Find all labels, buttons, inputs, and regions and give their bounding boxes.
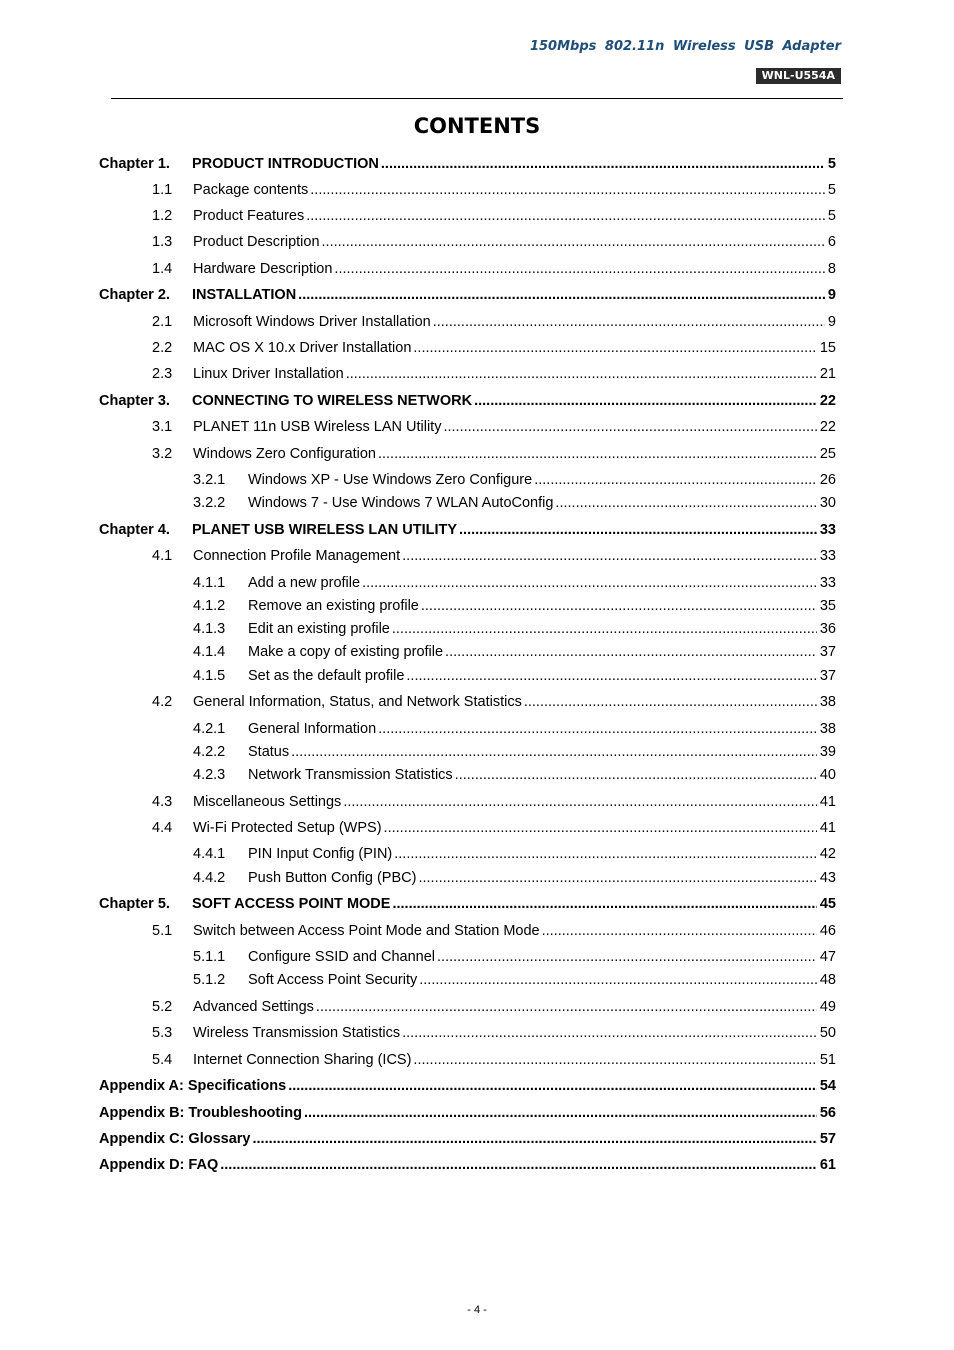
toc-dot-leader — [378, 720, 817, 738]
toc-dot-leader — [220, 1156, 817, 1174]
toc-entry-subsection[interactable] — [193, 620, 836, 638]
toc-entry-title: Package contents — [193, 182, 309, 198]
toc-entry-chapter[interactable] — [99, 155, 836, 173]
toc-entry-page: 33 — [819, 522, 836, 538]
toc-entry-page: 54 — [819, 1078, 836, 1094]
toc-dot-leader — [288, 1077, 817, 1095]
toc-entry-chapter[interactable] — [99, 895, 836, 913]
toc-dot-leader — [413, 339, 816, 357]
toc-dot-leader — [392, 620, 817, 638]
toc-entry-title: Edit an existing profile — [248, 621, 390, 637]
toc-dot-leader — [304, 1104, 817, 1122]
toc-dot-leader — [402, 547, 817, 565]
toc-entry-page: 48 — [819, 972, 836, 988]
toc-dot-leader — [306, 207, 825, 225]
toc-entry-number: Chapter 2. — [99, 287, 170, 303]
toc-entry-page: 38 — [819, 694, 836, 710]
toc-entry-title: INSTALLATION — [192, 287, 297, 303]
toc-dot-leader — [555, 494, 816, 512]
toc-entry-page: 35 — [819, 598, 836, 614]
toc-entry-number: 5.1.2 — [193, 972, 226, 988]
toc-dot-leader — [334, 260, 825, 278]
toc-entry-subsection[interactable] — [193, 766, 836, 784]
toc-entry-title: Hardware Description — [193, 261, 333, 277]
toc-dot-leader — [524, 693, 817, 711]
toc-entry-page: 41 — [819, 820, 836, 836]
toc-entry-number: 4.2.2 — [193, 744, 226, 760]
toc-entry-number: 4.4.1 — [193, 846, 226, 862]
toc-entry-number: Chapter 5. — [99, 896, 170, 912]
toc-dot-leader — [443, 418, 816, 436]
toc-entry-number: 3.1 — [152, 419, 173, 435]
toc-dot-leader — [310, 181, 825, 199]
toc-entry-page: 8 — [827, 261, 836, 277]
header-divider — [111, 98, 843, 99]
toc-entry-section[interactable] — [152, 313, 836, 331]
toc-entry-page: 61 — [819, 1157, 836, 1173]
toc-entry-title: Network Transmission Statistics — [248, 767, 453, 783]
toc-entry-subsection[interactable] — [193, 845, 836, 863]
toc-dot-leader — [346, 365, 817, 383]
toc-entry-number: 3.2 — [152, 446, 173, 462]
toc-dot-leader — [459, 521, 817, 539]
toc-entry-subsection[interactable] — [193, 494, 836, 512]
toc-entry-section[interactable] — [152, 260, 836, 278]
toc-entry-number: 4.2.3 — [193, 767, 226, 783]
toc-entry-number: 4.1.1 — [193, 575, 226, 591]
toc-entry-section[interactable] — [152, 793, 836, 811]
toc-entry-number: 5.1.1 — [193, 949, 226, 965]
toc-entry-number: 1.1 — [152, 182, 173, 198]
toc-entry-title: Set as the default profile — [248, 668, 405, 684]
toc-dot-leader — [534, 471, 817, 489]
toc-entry-title: General Information, Status, and Network Statistics — [193, 694, 522, 710]
toc-entry-page: 56 — [819, 1105, 836, 1121]
toc-entry-page: 57 — [819, 1131, 836, 1147]
toc-entry-page: 50 — [819, 1025, 836, 1041]
toc-dot-leader — [378, 445, 817, 463]
toc-entry-number: 3.2.2 — [193, 495, 226, 511]
toc-entry-page: 46 — [819, 923, 836, 939]
toc-entry-title: Switch between Access Point Mode and Station Mode — [193, 923, 540, 939]
page-title: CONTENTS — [413, 114, 541, 138]
toc-dot-leader — [418, 869, 816, 887]
toc-entry-title: Appendix B: Troubleshooting — [99, 1105, 302, 1121]
toc-entry-page: 41 — [819, 794, 836, 810]
toc-dot-leader — [322, 233, 825, 251]
toc-entry-title: Product Description — [193, 234, 320, 250]
toc-dot-leader — [362, 574, 817, 592]
toc-entry-subsection[interactable] — [193, 869, 836, 887]
toc-entry-subsection[interactable] — [193, 720, 836, 738]
toc-entry-title: Appendix A: Specifications — [99, 1078, 287, 1094]
toc-entry-number: 4.1.2 — [193, 598, 226, 614]
toc-entry-subsection[interactable] — [193, 597, 836, 615]
toc-dot-leader — [316, 998, 817, 1016]
toc-entry-title: Status — [248, 744, 290, 760]
toc-entry-number: 4.4.2 — [193, 870, 226, 886]
toc-entry-number: 5.1 — [152, 923, 173, 939]
toc-entry-title: Wi-Fi Protected Setup (WPS) — [193, 820, 382, 836]
toc-dot-leader — [445, 643, 817, 661]
toc-dot-leader — [474, 392, 817, 410]
toc-entry-section[interactable] — [152, 1024, 836, 1042]
toc-entry-chapter[interactable] — [99, 521, 836, 539]
toc-entry-title: Wireless Transmission Statistics — [193, 1025, 401, 1041]
toc-entry-number: 4.2 — [152, 694, 173, 710]
toc-dot-leader — [384, 819, 817, 837]
toc-dot-leader — [419, 971, 817, 989]
toc-entry-subsection[interactable] — [193, 971, 836, 989]
toc-entry-page: 5 — [827, 182, 836, 198]
toc-entry-title: PRODUCT INTRODUCTION — [192, 156, 379, 172]
toc-entry-title: Internet Connection Sharing (ICS) — [193, 1052, 412, 1068]
toc-entry-title: PIN Input Config (PIN) — [248, 846, 393, 862]
toc-dot-leader — [381, 155, 825, 173]
toc-entry-page: 26 — [819, 472, 836, 488]
toc-entry-title: MAC OS X 10.x Driver Installation — [193, 340, 412, 356]
toc-entry-page: 51 — [819, 1052, 836, 1068]
toc-entry-page: 37 — [819, 644, 836, 660]
toc-entry-section[interactable] — [152, 1051, 836, 1069]
toc-dot-leader — [455, 766, 817, 784]
toc-entry-number: 4.1.5 — [193, 668, 226, 684]
toc-dot-leader — [402, 1024, 817, 1042]
toc-dot-leader — [291, 743, 817, 761]
toc-dot-leader — [252, 1130, 816, 1148]
toc-entry-number: 3.2.1 — [193, 472, 226, 488]
toc-entry-section[interactable] — [152, 693, 836, 711]
toc-entry-section[interactable] — [152, 922, 836, 940]
toc-entry-number: 2.1 — [152, 314, 173, 330]
toc-entry-number: 2.2 — [152, 340, 173, 356]
toc-entry-section[interactable] — [152, 233, 836, 251]
toc-entry-title: PLANET USB WIRELESS LAN UTILITY — [192, 522, 458, 538]
toc-entry-title: Push Button Config (PBC) — [248, 870, 417, 886]
toc-entry-subsection[interactable] — [193, 471, 836, 489]
toc-entry-page: 15 — [819, 340, 836, 356]
toc-entry-section[interactable] — [152, 181, 836, 199]
toc-entry-title: Windows 7 - Use Windows 7 WLAN AutoConfig — [248, 495, 554, 511]
toc-entry-title: Appendix C: Glossary — [99, 1131, 251, 1147]
toc-entry-page: 9 — [827, 314, 836, 330]
toc-dot-leader — [421, 597, 817, 615]
toc-entry-subsection[interactable] — [193, 948, 836, 966]
toc-entry-appendix[interactable] — [99, 1156, 836, 1174]
toc-entry-title: PLANET 11n USB Wireless LAN Utility — [193, 419, 442, 435]
toc-entry-number: 4.1 — [152, 548, 173, 564]
toc-entry-title: Windows XP - Use Windows Zero Configure — [248, 472, 533, 488]
toc-dot-leader — [542, 922, 817, 940]
toc-entry-number: 4.4 — [152, 820, 173, 836]
toc-entry-number: 4.1.3 — [193, 621, 226, 637]
toc-entry-subsection[interactable] — [193, 743, 836, 761]
toc-dot-leader — [343, 793, 817, 811]
toc-entry-appendix[interactable] — [99, 1130, 836, 1148]
toc-entry-page: 6 — [827, 234, 836, 250]
toc-entry-section[interactable] — [152, 998, 836, 1016]
toc-entry-title: Make a copy of existing profile — [248, 644, 444, 660]
toc-entry-page: 38 — [819, 721, 836, 737]
toc-entry-page: 22 — [819, 393, 836, 409]
toc-dot-leader — [437, 948, 817, 966]
toc-entry-title: Advanced Settings — [193, 999, 314, 1015]
page-number: - 4 - — [467, 1304, 487, 1316]
toc-entry-title: General Information — [248, 721, 377, 737]
toc-entry-page: 45 — [819, 896, 836, 912]
toc-entry-title: Soft Access Point Security — [248, 972, 418, 988]
toc-entry-number: 5.2 — [152, 999, 173, 1015]
toc-entry-page: 22 — [819, 419, 836, 435]
toc-entry-page: 5 — [827, 208, 836, 224]
toc-entry-page: 33 — [819, 548, 836, 564]
toc-entry-number: Chapter 1. — [99, 156, 170, 172]
toc-entry-page: 40 — [819, 767, 836, 783]
toc-entry-title: SOFT ACCESS POINT MODE — [192, 896, 391, 912]
toc-entry-page: 30 — [819, 495, 836, 511]
toc-entry-number: 4.2.1 — [193, 721, 226, 737]
toc-dot-leader — [433, 313, 825, 331]
toc-entry-chapter[interactable] — [99, 286, 836, 304]
toc-entry-number: 1.2 — [152, 208, 173, 224]
toc-entry-page: 5 — [827, 156, 836, 172]
header-model-badge: WNL-U554A — [756, 68, 841, 84]
toc-entry-appendix[interactable] — [99, 1104, 836, 1122]
toc-entry-page: 39 — [819, 744, 836, 760]
toc-entry-number: 5.4 — [152, 1052, 173, 1068]
toc-entry-number: Chapter 4. — [99, 522, 170, 538]
toc-entry-section[interactable] — [152, 819, 836, 837]
toc-entry-title: Product Features — [193, 208, 305, 224]
toc-entry-page: 36 — [819, 621, 836, 637]
toc-entry-page: 9 — [827, 287, 836, 303]
toc-entry-page: 21 — [819, 366, 836, 382]
toc-entry-title: Configure SSID and Channel — [248, 949, 436, 965]
header-product-title: 150Mbps 802.11n Wireless USB Adapter — [529, 39, 841, 54]
toc-entry-page: 33 — [819, 575, 836, 591]
toc-entry-title: Add a new profile — [248, 575, 361, 591]
toc-entry-page: 43 — [819, 870, 836, 886]
toc-entry-title: Windows Zero Configuration — [193, 446, 376, 462]
toc-entry-title: Remove an existing profile — [248, 598, 419, 614]
toc-entry-page: 37 — [819, 668, 836, 684]
toc-dot-leader — [394, 845, 817, 863]
toc-entry-subsection[interactable] — [193, 667, 836, 685]
toc-entry-section[interactable] — [152, 418, 836, 436]
toc-dot-leader — [406, 667, 816, 685]
toc-dot-leader — [392, 895, 816, 913]
toc-entry-chapter[interactable] — [99, 392, 836, 410]
toc-entry-title: Linux Driver Installation — [193, 366, 344, 382]
toc-entry-subsection[interactable] — [193, 574, 836, 592]
toc-entry-section[interactable] — [152, 547, 836, 565]
toc-entry-subsection[interactable] — [193, 643, 836, 661]
toc-entry-page: 47 — [819, 949, 836, 965]
toc-entry-number: 2.3 — [152, 366, 173, 382]
toc-entry-title: CONNECTING TO WIRELESS NETWORK — [192, 393, 473, 409]
toc-entry-page: 42 — [819, 846, 836, 862]
toc-entry-number: 4.1.4 — [193, 644, 226, 660]
toc-entry-title: Appendix D: FAQ — [99, 1157, 219, 1173]
toc-entry-title: Microsoft Windows Driver Installation — [193, 314, 431, 330]
toc-entry-section[interactable] — [152, 207, 836, 225]
toc-entry-number: 1.4 — [152, 261, 173, 277]
toc-entry-page: 49 — [819, 999, 836, 1015]
toc-entry-title: Connection Profile Management — [193, 548, 401, 564]
toc-entry-number: 1.3 — [152, 234, 173, 250]
toc-entry-appendix[interactable] — [99, 1077, 836, 1095]
toc-entry-page: 25 — [819, 446, 836, 462]
toc-entry-title: Miscellaneous Settings — [193, 794, 342, 810]
toc-entry-number: Chapter 3. — [99, 393, 170, 409]
toc-entry-section[interactable] — [152, 339, 836, 357]
toc-entry-number: 5.3 — [152, 1025, 173, 1041]
toc-dot-leader — [298, 286, 825, 304]
toc-entry-section[interactable] — [152, 365, 836, 383]
toc-entry-section[interactable] — [152, 445, 836, 463]
toc-dot-leader — [413, 1051, 816, 1069]
toc-entry-number: 4.3 — [152, 794, 173, 810]
